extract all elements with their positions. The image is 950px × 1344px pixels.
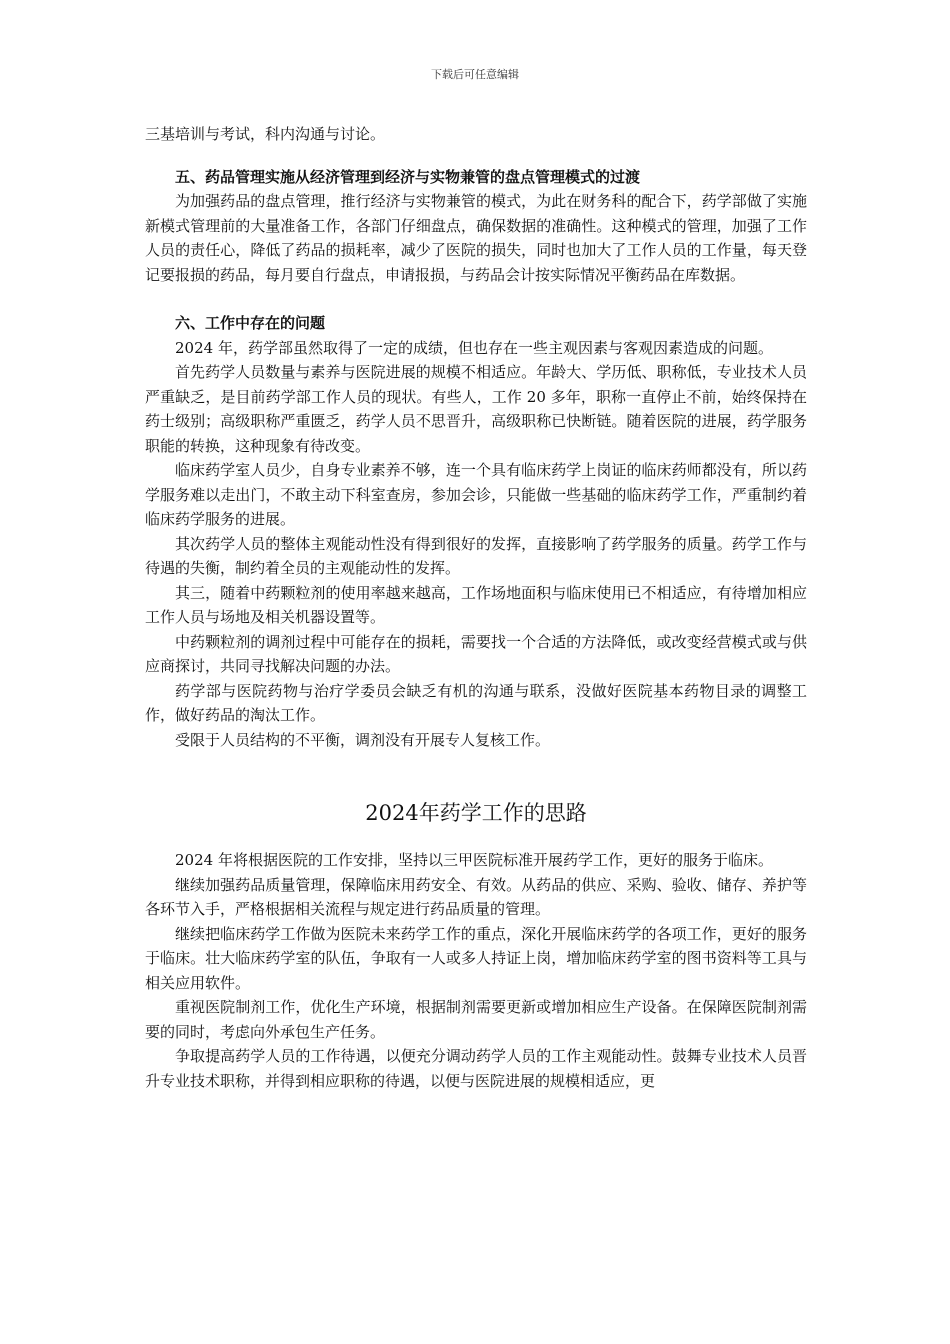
plan-paragraph: 继续加强药品质量管理，保障临床用药安全、有效。从药品的供应、采购、验收、储存、养护等各环节入手，严格根据相关流程与规定进行药品质量的管理。 (145, 875, 807, 918)
section-6-paragraph: 首先药学人员数量与素养与医院进展的规模不相适应。年龄大、学历低、职称低，专业技术人员严重缺乏，是目前药学部工作人员的现状。有些人，工作 20 多年，职称一直停止不前，始终保持在药士级别；高级职称严重匮乏，药学人员不思晋升，高级职称已快断链。随着医院的进展，药学服务职能的转换，这种现象有待改变。 (145, 363, 807, 455)
plan-title: 2024年药学工作的思路 (365, 801, 587, 825)
section-6-paragraph: 2024 年，药学部虽然取得了一定的成绩，但也存在一些主观因素与客观因素造成的问题。 (175, 338, 773, 357)
section-6-paragraph: 其三，随着中药颗粒剂的使用率越来越高，工作场地面积与临床使用已不相适应，有待增加相应工作人员与场地及相关机器设置等。 (145, 583, 807, 626)
plan-paragraph: 重视医院制剂工作，优化生产环境，根据制剂需要更新或增加相应生产设备。在保障医院制剂需要的同时，考虑向外承包生产任务。 (145, 998, 807, 1041)
plan-paragraph: 继续把临床药学工作做为医院未来药学工作的重点，深化开展临床药学的各项工作，更好的服务于临床。壮大临床药学室的队伍，争取有一人或多人持证上岗，增加临床药学室的图书资料等工具与相关应用软件。 (145, 924, 807, 992)
document-body (145, 122, 807, 1093)
section-6-paragraph: 药学部与医院药物与治疗学委员会缺乏有机的沟通与联系，没做好医院基本药物目录的调整工作，做好药品的淘汰工作。 (145, 681, 807, 724)
plan-paragraph: 2024 年将根据医院的工作安排，坚持以三甲医院标准开展药学工作，更好的服务于临床。 (175, 851, 773, 869)
section-5-paragraph: 为加强药品的盘点管理，推行经济与实物兼管的模式，为此在财务科的配合下，药学部做了实施新模式管理前的大量准备工作，各部门仔细盘点，确保数据的准确性。这种模式的管理，加强了工作人员的责任心，降低了药品的损耗率，减少了医院的损失，同时也加大了工作人员的工作量，每天登记要报损的药品，每月要自行盘点，申请报损，与药品会计按实际情况平衡药品在库数据。 (145, 192, 807, 284)
section-6-paragraph: 其次药学人员的整体主观能动性没有得到很好的发挥，直接影响了药学服务的质量。药学工作与待遇的失衡，制约着全员的主观能动性的发挥。 (145, 534, 807, 577)
section-6-paragraph: 受限于人员结构的不平衡，调剂没有开展专人复核工作。 (175, 730, 551, 749)
intro-line: 三基培训与考试，科内沟通与讨论。 (145, 125, 386, 143)
section-6-paragraph: 中药颗粒剂的调剂过程中可能存在的损耗，需要找一个合适的方法降低，或改变经营模式或与供应商探讨，共同寻找解决问题的办法。 (145, 632, 807, 675)
plan-paragraph: 争取提高药学人员的工作待遇，以便充分调动药学人员的工作主观能动性。鼓舞专业技术人员晋升专业技术职称，并得到相应职称的待遇，以便与医院进展的规模相适应，更 (145, 1047, 807, 1090)
section-5-heading: 五、药品管理实施从经济管理到经济与实物兼管的盘点管理模式的过渡 (175, 167, 641, 186)
section-6-paragraph: 临床药学室人员少，自身专业素养不够，连一个具有临床药学上岗证的临床药师都没有，所以药学服务难以走出门，不敢主动下科室查房，参加会诊，只能做一些基础的临床药学工作，严重制约着临床药学服务的进展。 (145, 461, 807, 528)
section-6-heading: 六、工作中存在的问题 (175, 314, 326, 332)
page-header: 下载后可任意编辑 (431, 68, 519, 81)
